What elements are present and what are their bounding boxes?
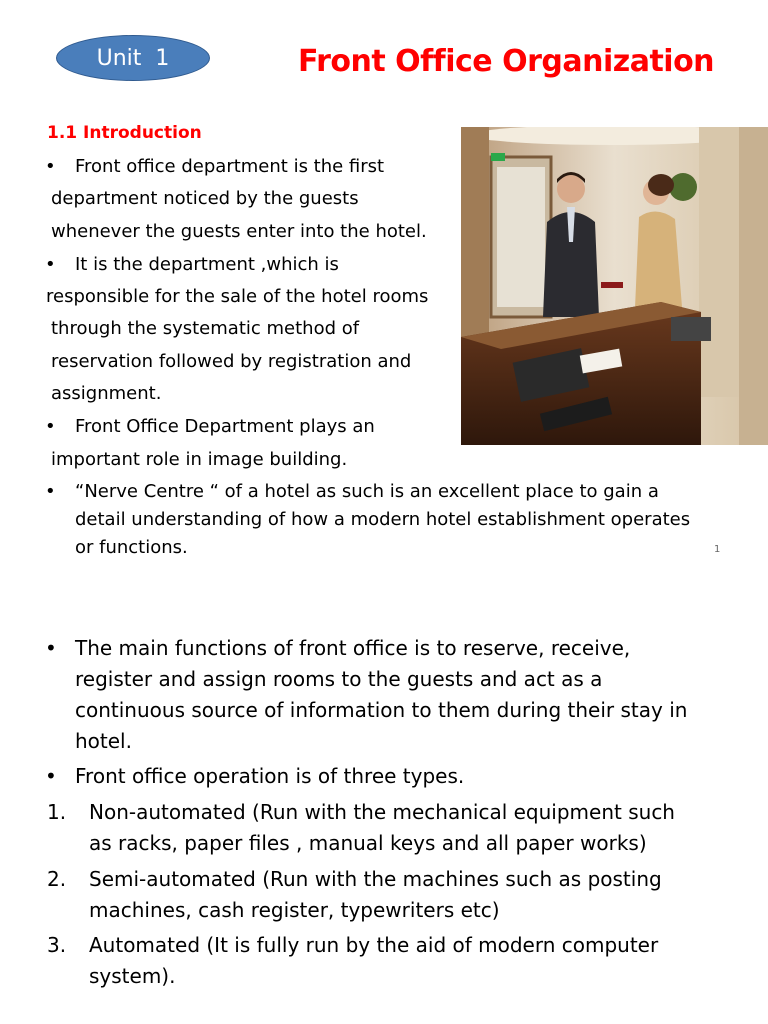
text-line: machines, cash register, typewriters etc): [89, 898, 500, 922]
section-heading: 1.1 Introduction: [47, 123, 202, 143]
bullet-marker: •: [45, 254, 56, 275]
bullet-marker: •: [45, 481, 56, 502]
text-line: It is the department ,which is: [75, 254, 339, 275]
text-line: hotel.: [75, 729, 132, 753]
text-line: register and assign rooms to the guests and act as a: [75, 667, 603, 691]
list-number: 1.: [47, 800, 67, 824]
text-line: through the systematic method of: [51, 318, 360, 339]
bullet-marker: •: [45, 156, 56, 177]
text-line: Non-automated (Run with the mechanical equipment such: [89, 800, 675, 824]
text-line: or functions.: [75, 537, 188, 558]
text-line: Front office department is the first: [75, 156, 385, 177]
text-line: continuous source of information to them during their stay in: [75, 698, 688, 722]
text-line: The main functions of front office is to reserve, receive,: [75, 636, 631, 660]
bullet-marker: •: [45, 416, 56, 437]
unit-badge: Unit 1: [56, 35, 210, 81]
text-line: Front Office Department plays an: [75, 416, 375, 437]
text-line: system).: [89, 964, 176, 988]
text-line: reservation followed by registration and: [51, 351, 412, 372]
text-line: as racks, paper files , manual keys and all paper works): [89, 831, 647, 855]
list-number: 2.: [47, 867, 67, 891]
text-line: assignment.: [51, 383, 162, 404]
text-line: detail understanding of how a modern hotel establishment operates: [75, 509, 691, 530]
page-number: 1: [714, 544, 721, 555]
list-number: 3.: [47, 933, 67, 957]
page-title: Front Office Organization: [298, 44, 715, 79]
text-line: Front office operation is of three types.: [75, 764, 465, 788]
text-line: department noticed by the guests: [51, 188, 359, 209]
text-line: whenever the guests enter into the hotel.: [51, 221, 427, 242]
text-line: important role in image building.: [51, 449, 348, 470]
front-desk-photo: [461, 127, 768, 445]
text-line: responsible for the sale of the hotel rooms: [46, 286, 429, 307]
text-line: Automated (It is fully run by the aid of modern computer: [89, 933, 659, 957]
bullet-marker: •: [45, 636, 57, 660]
text-line: Semi-automated (Run with the machines such as posting: [89, 867, 662, 891]
text-line: “Nerve Centre “ of a hotel as such is an excellent place to gain a: [75, 481, 659, 502]
bullet-marker: •: [45, 764, 57, 788]
